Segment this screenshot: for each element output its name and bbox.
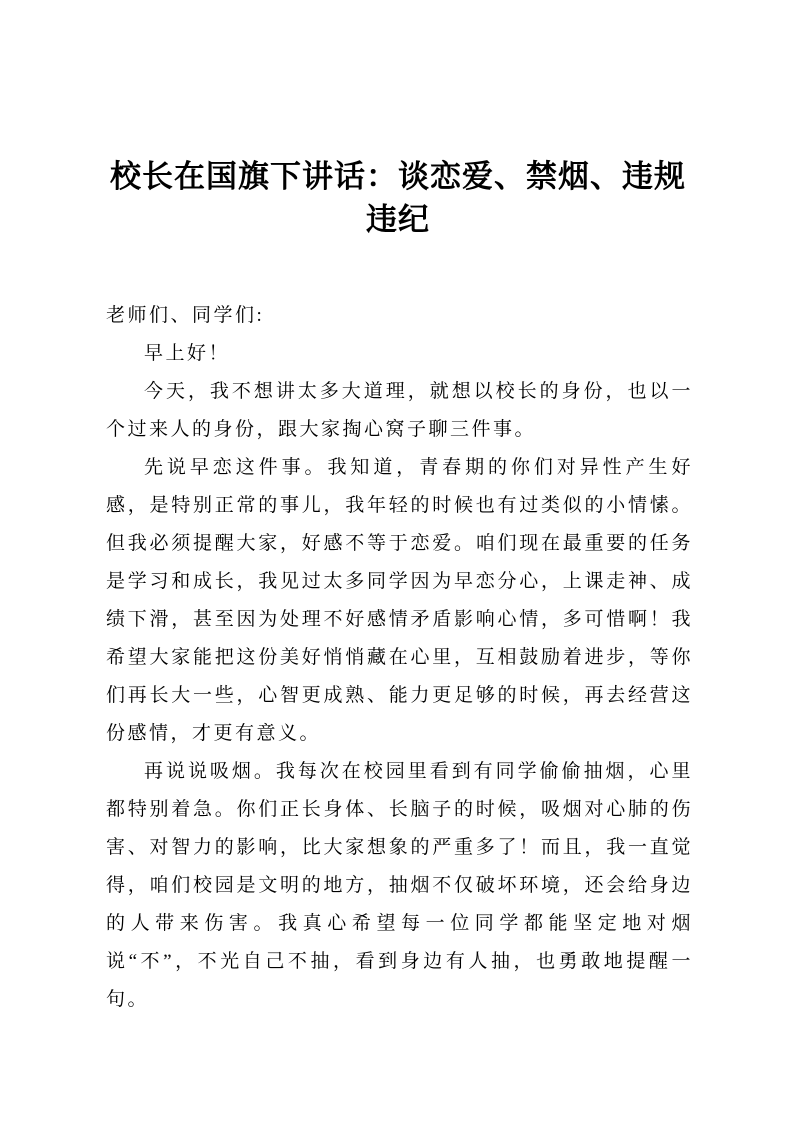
document-title: 校长在国旗下讲话：谈恋爱、禁烟、违规违纪 <box>110 159 686 237</box>
document-body <box>106 297 693 1019</box>
paragraph-intro: 今天，我不想讲太多大道理，就想以校长的身份，也以一个过来人的身份，跟大家掏心窝子聊三件事。 <box>106 381 693 440</box>
paragraph-smoking: 再说说吸烟。我每次在校园里看到有同学偷偷抽烟，心里都特别着急。你们正长身体、长脑子的时候，吸烟对心肺的伤害、对智力的影响，比大家想象的严重多了！而且，我一直觉得，咱们校园是文明的地方，抽烟不仅破坏环境，还会给身边的人带来伤害。我真心希望每一位同学都能坚定地对烟说“不”，不光自己不抽，看到身边有人抽，也勇敢地提醒一句。 <box>106 761 693 1010</box>
paragraph-early-love: 先说早恋这件事。我知道，青春期的你们对异性产生好感，是特别正常的事儿，我年轻的时候也有过类似的小情愫。但我必须提醒大家，好感不等于恋爱。咱们现在最重要的任务是学习和成长，我见过太多同学因为早恋分心，上课走神、成绩下滑，甚至因为处理不好感情矛盾影响心情，多可惜啊！我希望大家能把这份美好悄悄藏在心里，互相鼓励着进步，等你们再长大一些，心智更成熟、能力更足够的时候，再去经营这份感情，才更有意义。 <box>106 457 693 744</box>
paragraph-greeting: 早上好！ <box>144 343 231 364</box>
paragraph-salutation: 老师们、同学们: <box>106 305 265 326</box>
